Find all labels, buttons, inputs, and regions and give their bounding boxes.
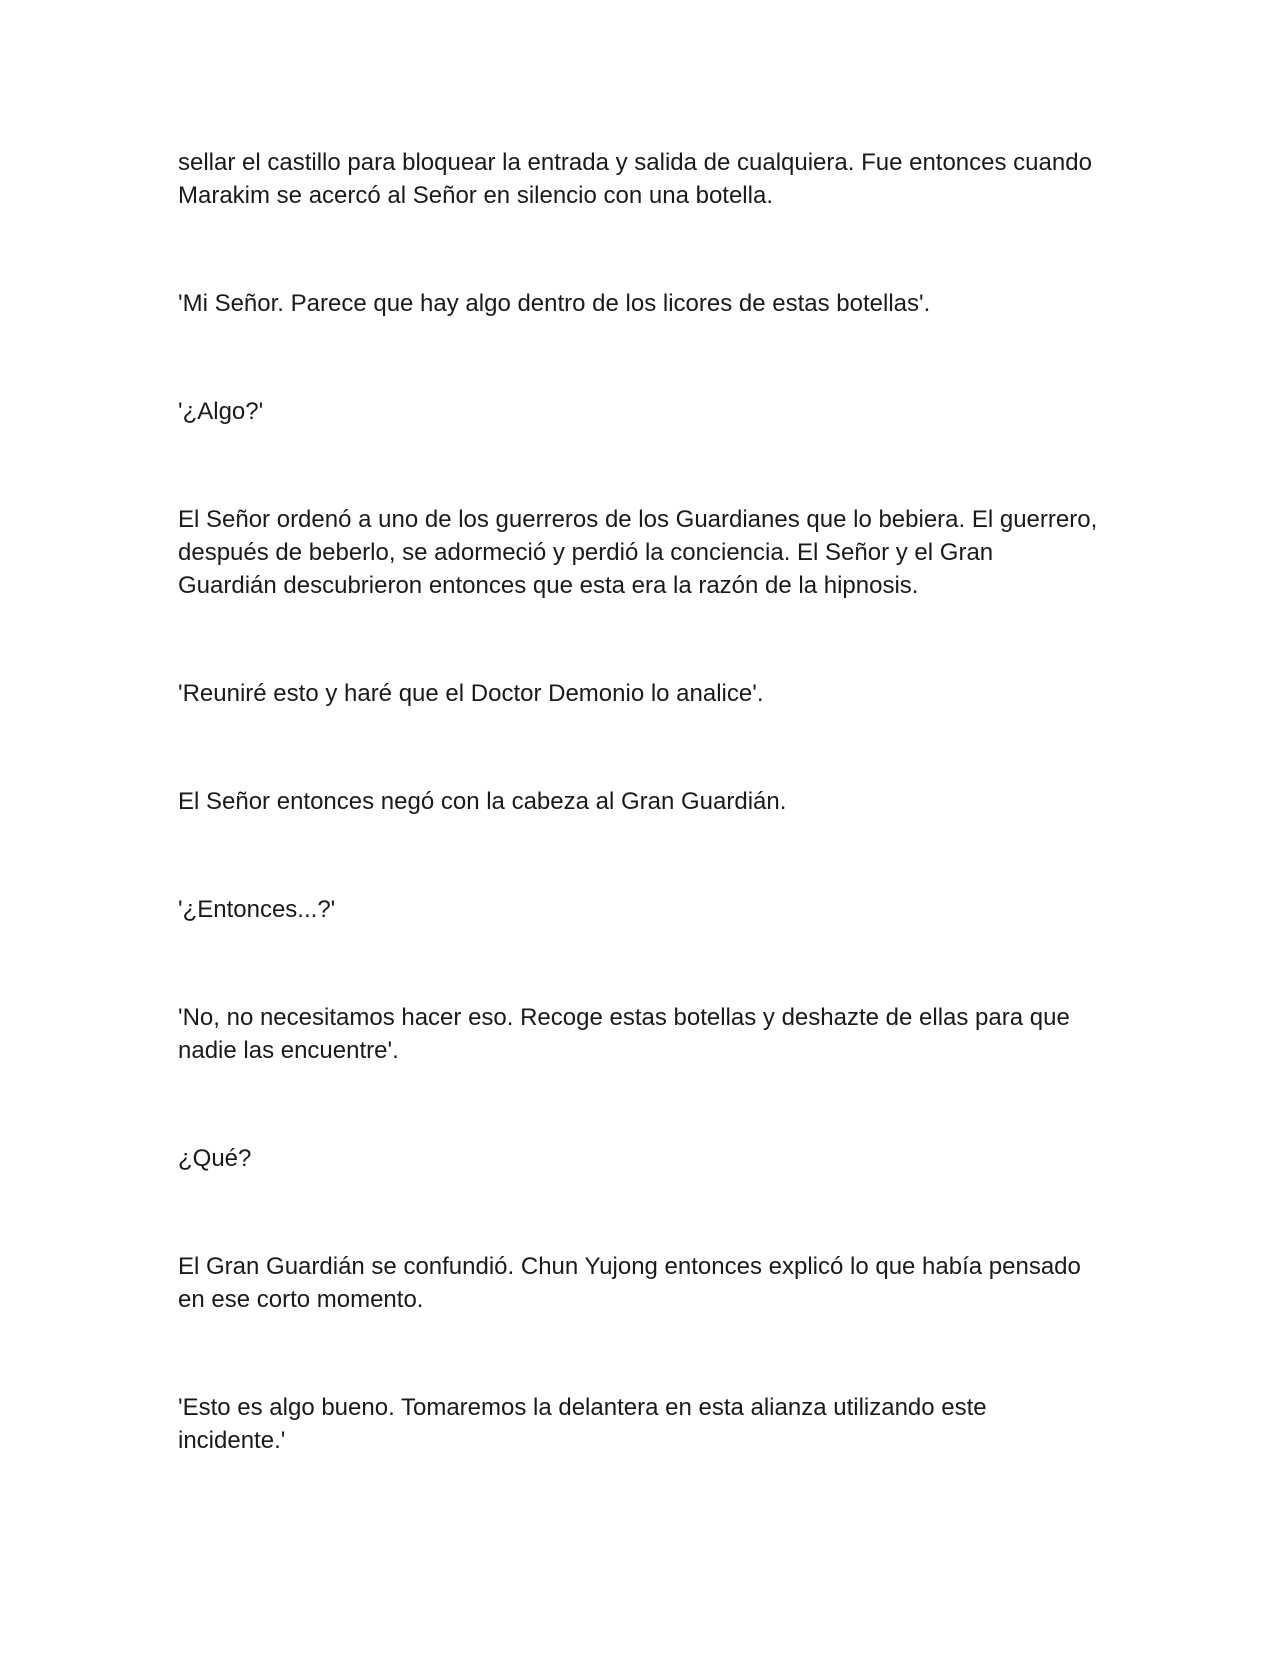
- paragraph: ¿Qué?: [178, 1145, 252, 1172]
- paragraph: El Gran Guardián se confundió. Chun Yujong entonces explicó lo que había pensado en ese corto momento.: [178, 1253, 1081, 1313]
- paragraph: 'No, no necesitamos hacer eso. Recoge estas botellas y deshazte de ellas para que nadie las encuentre'.: [178, 1004, 1070, 1064]
- paragraph: sellar el castillo para bloquear la entrada y salida de cualquiera. Fue entonces cuando Marakim se acercó al Señor en silencio con una botella.: [178, 149, 1092, 209]
- paragraph: '¿Entonces...?': [178, 896, 336, 923]
- paragraph: El Señor entonces negó con la cabeza al Gran Guardián.: [178, 788, 787, 815]
- paragraph: 'Reuniré esto y haré que el Doctor Demonio lo analice'.: [178, 680, 764, 707]
- paragraph: El Señor ordenó a uno de los guerreros de los Guardianes que lo bebiera. El guerrero, después de beberlo, se adormeció y perdió la conciencia. El Señor y el Gran Guardián descubrieron entonces que esta era la razón de la hipnosis.: [178, 506, 1098, 599]
- document-body: [178, 146, 1098, 1532]
- paragraph: '¿Algo?': [178, 398, 264, 425]
- paragraph: 'Mi Señor. Parece que hay algo dentro de los licores de estas botellas'.: [178, 290, 931, 317]
- paragraph: 'Esto es algo bueno. Tomaremos la delantera en esta alianza utilizando este incidente.': [178, 1394, 987, 1454]
